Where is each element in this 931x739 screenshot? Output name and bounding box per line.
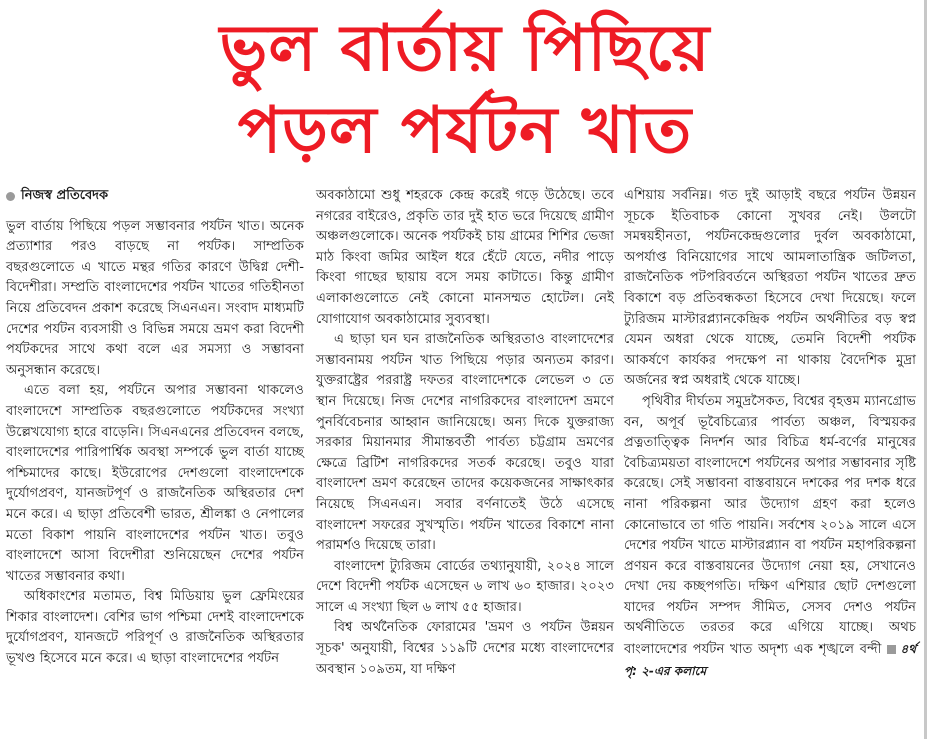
paragraph: এতে বলা হয়, পর্যটনে অপার সম্ভাবনা থাকলেও বাংলাদেশে সাম্প্রতিক বছরগুলোতে পর্যটকদের সংখ্যা উল্লেখযোগ্য হারে বাড়েনি। সিএনএনের প্রতিবেদন বলছে, বাংলাদেশের পারিপার্শ্বিক অবস্থা সম্পর্কে ভুল বার্তা যাচ্ছে পশ্চিমাদের কাছে। ইউরোপের দেশগুলো বাংলাদেশকে দুর্যোগপ্রবণ, যানজটপূর্ণ ও রাজনৈতিক অস্থিরতার দেশ মনে করে। এ ছাড়া প্রতিবেশী ভারত, শ্রীলঙ্কা ও নেপালের মতো বিকাশ পায়নি বাংলাদেশের পর্যটন খাত। তবুও বাংলাদেশে আসা বিদেশীরা শুনিয়েছেন দেশের পর্যটন খাতের সম্ভাবনার কথা। [6, 383, 304, 584]
article-column-3 [624, 186, 916, 682]
paragraph: অধিকাংশের মতামত, বিশ্ব মিডিয়ায় ভুল ফ্রেমিংয়ের শিকার বাংলাদেশ। বেশির ভাগ পশ্চিমা দেশই বাংলাদেশকে দুর্যোগপ্রবণ, যানজটে পরিপূর্ণ ও রাজনৈতিক অস্থিরতার ভূখণ্ড হিসেবে মনে করে। এ ছাড়া বাংলাদেশের পর্যটন [6, 589, 304, 667]
headline-line-1: ভুল বার্তায় পিছিয়ে [219, 12, 711, 86]
continuation-square-icon [887, 645, 896, 654]
paragraph: বিশ্ব অর্থনৈতিক ফোরামের 'ভ্রমণ ও পর্যটন উন্নয়ন সূচক' অনুযায়ী, বিশ্বের ১১৯টি দেশের মধ্যে বাংলাদেশের অবস্থান ১০৯তম, যা দক্ষিণ [316, 620, 614, 677]
paragraph-with-jump [624, 392, 916, 682]
page-edge-rule [924, 0, 927, 739]
paragraph: এশিয়ায় সর্বনিম্ন। গত দুই আড়াই বছরে পর্যটন উন্নয়ন সূচকে ইতিবাচক কোনো সুখবর নেই। উলটো সমন্বয়হীনতা, পর্যটনকেন্দ্রগুলোর দুর্বল অবকাঠামো, অপর্যাপ্ত বিনিয়োগের সাথে আমলাতান্ত্রিক জটিলতা, রাজনৈতিক পটপরিবর্তনে অস্থিরতা পর্যটন খাতের দ্রুত বিকাশে বড় প্রতিবন্ধকতা হিসেবে দেখা দিয়েছে। ফলে ট্যুরিজম মাস্টারপ্ল্যানকেন্দ্রিক পর্যটন অর্থনীতির বড় স্বপ্ন যেমন অধরা থেকে যাচ্ছে, তেমনি বিদেশী পর্যটক আকর্ষণে কার্যকর পদক্ষেপ না থাকায় বৈদেশিক মুদ্রা অর্জনের স্বপ্ন অধরাই থেকে যাচ্ছে। [624, 188, 916, 389]
article-column-2 [316, 186, 614, 680]
byline [6, 186, 304, 207]
paragraph: এ ছাড়া ঘন ঘন রাজনৈতিক অস্থিরতাও বাংলাদেশের সম্ভাবনাময় পর্যটন খাত পিছিয়ে পড়ার অন্যতম কারণ। যুক্তরাষ্ট্রের পররাষ্ট্র দফতর বাংলাদেশকে লেভেল ৩ তে স্থান দিয়েছে। নিজ দেশের নাগরিকদের বাংলাদেশ ভ্রমণে পুনর্বিবেচনার আহ্বান জানিয়েছে। অন্য দিকে যুক্তরাজ্য সরকার মিয়ানমার সীমান্তবর্তী পার্বত্য চট্টগ্রাম ভ্রমণের ক্ষেত্রে ব্রিটিশ নাগরিকদের সতর্ক করেছে। তবুও যারা বাংলাদেশ ভ্রমণ করেছেন তাদের কয়েকজনের সাক্ষাৎকার নিয়েছে সিএনএন। সবার বর্ণনাতেই উঠে এসেছে বাংলাদেশ সফরের সুখস্মৃতি। পর্যটন খাতের বিকাশে নানা পরামর্শও দিয়েছে তারা। [316, 332, 614, 554]
headline [150, 8, 780, 172]
paragraph-text: পৃথিবীর দীর্ঘতম সমুদ্রসৈকত, বিশ্বের বৃহত্তম ম্যানগ্রোভ বন, অপূর্ব ভূবৈচিত্র্যের পার্বত্য অঞ্চল, বিস্ময়কর প্রত্নতাত্ত্বিক নিদর্শন আর বিচিত্র ধর্ম-বর্ণের মানুষের বৈচিত্র্যময়তা বাংলাদেশে পর্যটনের অপার সম্ভাবনার সৃষ্টি করেছে। সেই সম্ভাবনা বাস্তবায়নে দশকের পর দশক ধরে নানা পরিকল্পনা আর উদ্যোগ গ্রহণ করা হলেও কোনোভাবে তা গতি পায়নি। সর্বশেষ ২০১৯ সালে এসে দেশের পর্যটন খাতে মাস্টারপ্ল্যান বা পর্যটন মহাপরিকল্পনা প্রণয়ন করে বাস্তবায়নের উদ্যোগ নেয়া হয়, সেখানেও দেখা দেয় কচ্ছপগতি। দক্ষিণ এশিয়ার ছোট দেশগুলো যাদের পর্যটন সম্পদ সীমিত, সেসব দেশও পর্যটন অর্থনীতিতে তরতর করে এগিয়ে যাচ্ছে। অথচ বাংলাদেশের পর্যটন খাত অদৃশ্য এক শৃঙ্খলে বন্দী [624, 393, 916, 658]
jump-reference: ৪র্থ পৃ: ২-এর কলামে [624, 642, 916, 678]
article-column-1 [6, 186, 304, 670]
paragraph: অবকাঠামো শুধু শহরকে কেন্দ্র করেই গড়ে উঠেছে। তবে নগরের বাইরেও, প্রকৃতি তার দুই হাত ভরে দিয়েছে গ্রামীণ অঞ্চলগুলোকে। অনেক পর্যটকই চায় গ্রামের শিশির ভেজা মাঠ কিংবা জমির আইল ধরে হেঁটে যেতে, নদীর পাড়ে কিংবা গাছের ছায়ায় বসে সময় কাটাতে। কিন্তু গ্রামীণ এলাকাগুলোতে নেই কোনো মানসম্মত হোটেল। নেই যোগাযোগ অবকাঠামোর সুব্যবস্থা। [316, 188, 614, 327]
paragraph: ভুল বার্তায় পিছিয়ে পড়ল সম্ভাবনার পর্যটন খাত। অনেক প্রত্যাশার পরও বাড়ছে না পর্যটক। সাম্প্রতিক বছরগুলোতে এ খাতে মন্থর গতির কারণে উদ্বিগ্ন দেশী-বিদেশীরা। সম্প্রতি বাংলাদেশের পর্যটন খাতের গতিহীনতা নিয়ে প্রতিবেদন প্রকাশ করেছে সিএনএন। সংবাদ মাধ্যমটি দেশের পর্যটন ব্যবসায়ী ও বিভিন্ন সময়ে ভ্রমণ করা বিদেশী পর্যটকদের সাথে কথা বলে এর সমস্যা ও সম্ভাবনা অনুসন্ধান করেছে। [6, 218, 304, 378]
byline-text: নিজস্ব প্রতিবেদক [21, 188, 109, 203]
bullet-dot-icon [6, 192, 15, 201]
headline-line-2: পড়ল পর্যটন খাত [237, 94, 693, 168]
paragraph: বাংলাদেশ ট্যুরিজম বোর্ডের তথ্যানুযায়ী, ২০২৪ সালে দেশে বিদেশী পর্যটক এসেছেন ৬ লাখ ৬০ হাজার। ২০২৩ সালে এ সংখ্যা ছিল ৬ লাখ ৫৫ হাজার। [316, 558, 614, 615]
